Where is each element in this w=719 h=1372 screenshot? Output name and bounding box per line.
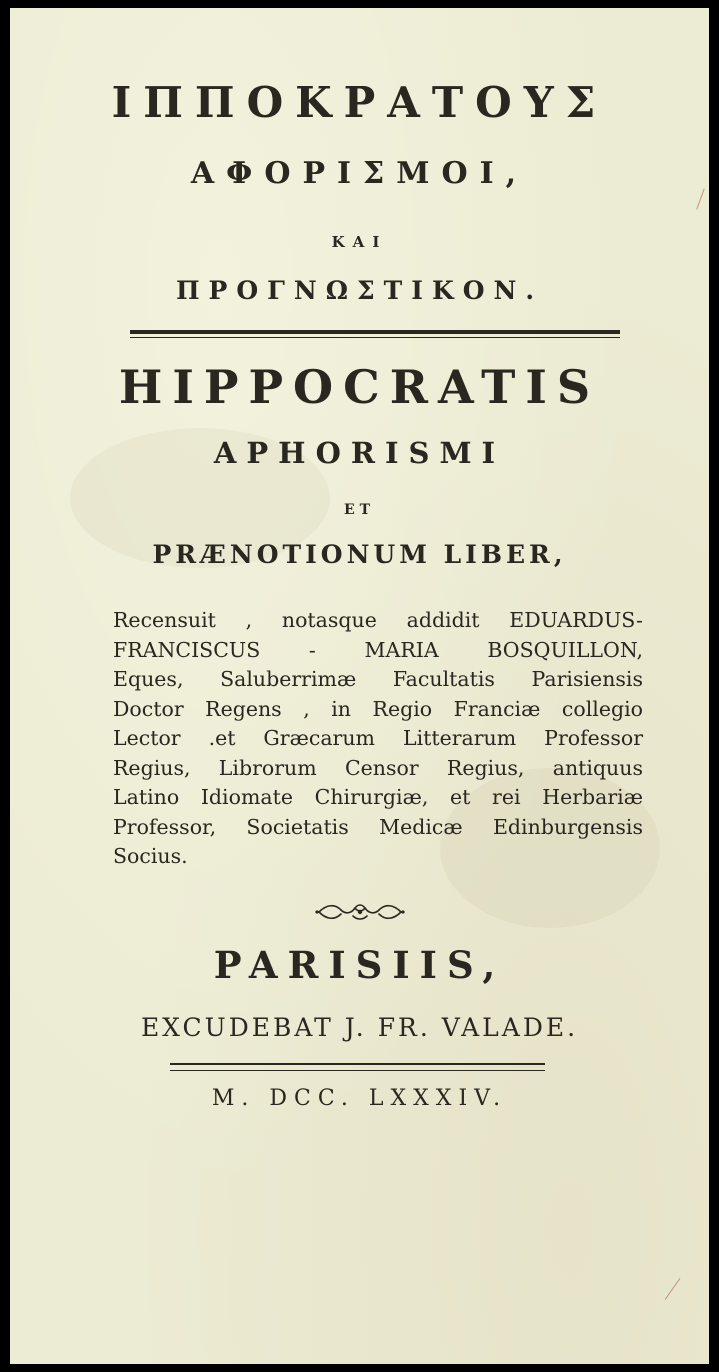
editor-line: Regius, Librorum Censor Regius, antiquus: [113, 755, 643, 780]
editor-line: Doctor Regens , in Regio Franciæ collegio: [113, 696, 643, 721]
editor-line: Professor, Societatis Medicæ Edinburgensis: [113, 814, 643, 839]
title-page: [10, 8, 709, 1364]
imprint-divider: [170, 1063, 545, 1071]
greek-subtitle: ΑΦΟΡΙΣΜΟΙ,: [190, 156, 529, 191]
pencil-mark: [696, 188, 704, 209]
printer-ornament-icon: [315, 900, 405, 924]
editor-line: Lector .et Græcarum Litterarum Professor: [113, 726, 643, 750]
greek-second-title: ΠΡΟΓΝΩΣΤΙΚΟΝ.: [175, 276, 544, 305]
imprint-date: M. DCC. LXXXIV.: [211, 1086, 508, 1111]
title-divider: [130, 330, 620, 334]
greek-title: ΙΠΠΟΚΡΑΤΟΥΣ: [111, 78, 608, 127]
imprint-printer: EXCUDEBAT J. FR. VALADE.: [140, 1013, 579, 1042]
editor-line: FRANCISCUS - MARIA BOSQUILLON,: [113, 637, 643, 662]
imprint-place: PARISIIS,: [213, 943, 506, 987]
latin-conjunction: ET: [343, 502, 376, 518]
greek-conjunction: ΚΑΙ: [331, 233, 388, 251]
latin-second-title: PRÆNOTIONUM LIBER,: [152, 540, 567, 569]
pencil-mark: [665, 1278, 681, 1300]
editor-line: Eques, Saluberrimæ Facultatis Parisiensis: [113, 667, 643, 691]
editor-line: Recensuit , notasque addidit EDUARDUS-: [113, 608, 643, 632]
latin-subtitle: APHORISMI: [213, 436, 506, 470]
editor-line: Latino Idiomate Chirurgiæ, et rei Herbariæ: [113, 785, 643, 809]
editor-line: Socius.: [113, 844, 188, 868]
editor-statement: [113, 606, 643, 872]
latin-title: HIPPOCRATIS: [118, 360, 601, 414]
